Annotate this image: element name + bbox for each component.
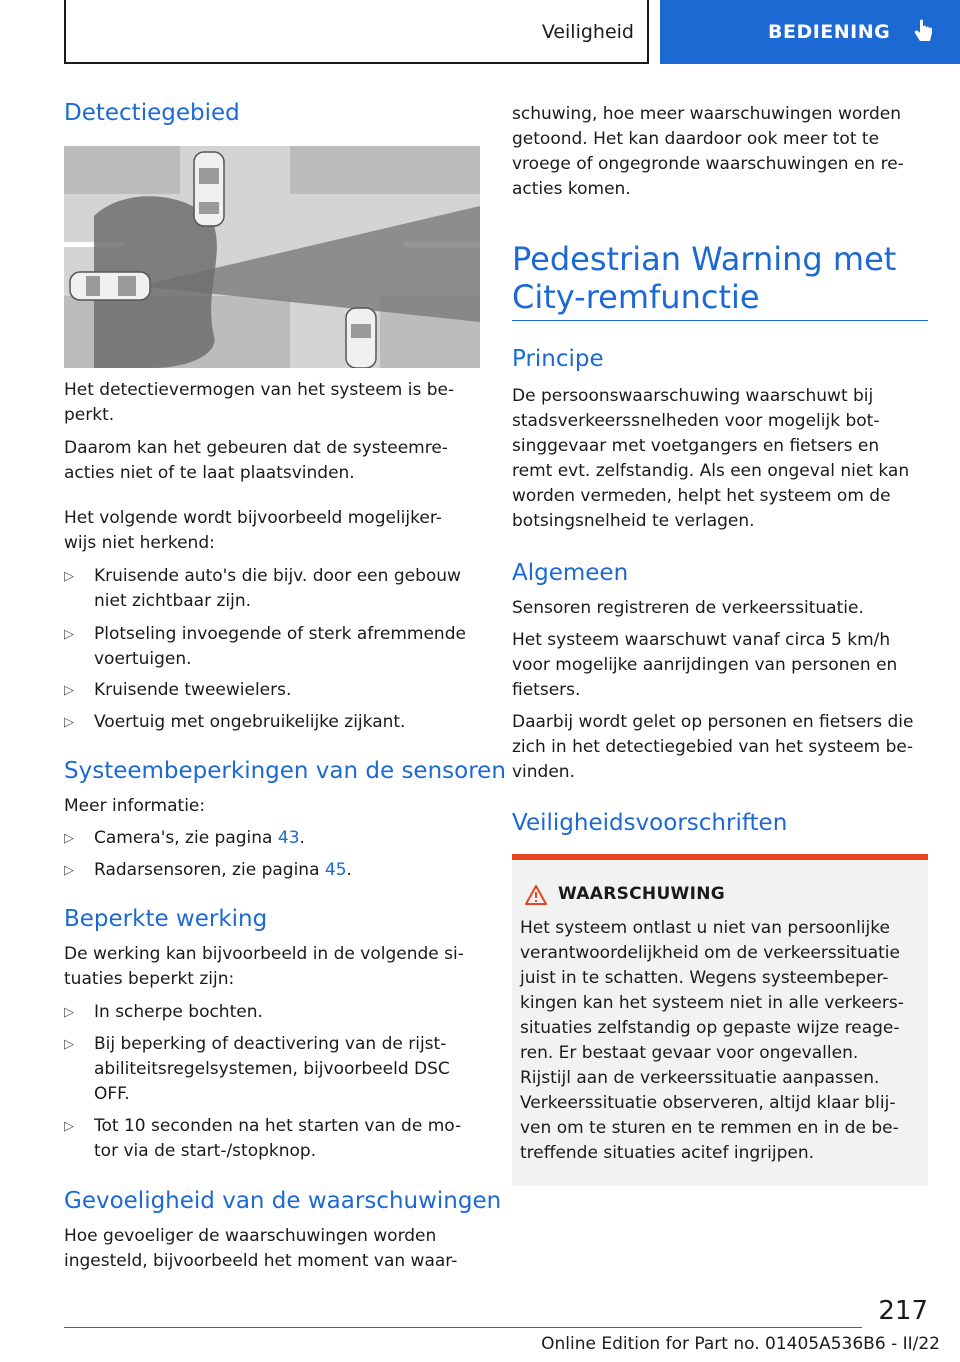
section-title bbox=[542, 0, 650, 64]
list-item: ▷ Kruisende tweewielers. bbox=[64, 678, 480, 703]
principe-heading: Principe bbox=[512, 346, 604, 372]
sensor-heading: Systeembeperkingen van de sensoren bbox=[64, 758, 506, 784]
paragraph: De werking kan bijvoorbeeld in de volgende si- tuaties beperkt zijn: bbox=[64, 944, 464, 989]
detection-area-diagram bbox=[64, 146, 480, 368]
list-item: ▷ Bij beperking of deactivering van de rijst- abiliteitsregelsystemen, bijvoorbeeld DSC OFF. bbox=[64, 1034, 450, 1104]
triangle-bullet-icon: ▷ bbox=[64, 1119, 74, 1134]
paragraph: Hoe gevoeliger de waarschuwingen worden ingesteld, bijvoorbeeld het moment van waar- bbox=[64, 1226, 458, 1271]
list-item: ▷ Radarsensoren, zie pagina 45. bbox=[64, 858, 480, 883]
page-link-45[interactable]: 45 bbox=[324, 860, 347, 880]
triangle-bullet-icon: ▷ bbox=[64, 863, 74, 878]
list-item: ▷ Plotseling invoegende of sterk afremmende voertuigen. bbox=[64, 624, 466, 669]
paragraph: schuwing, hoe meer waarschuwingen worden getoond. Het kan daardoor ook meer tot te vroege of ongegronde waarschuwingen en re- acties komen. bbox=[512, 104, 904, 199]
triangle-bullet-icon: ▷ bbox=[64, 1005, 74, 1020]
triangle-bullet-icon: ▷ bbox=[64, 831, 74, 846]
hand-pointer-icon bbox=[912, 19, 934, 45]
warning-box bbox=[512, 854, 928, 1186]
main-heading: Pedestrian Warning met City-remfunctie bbox=[512, 240, 897, 316]
algemeen-heading: Algemeen bbox=[512, 560, 629, 586]
warning-title: WAARSCHUWING bbox=[558, 884, 726, 904]
warning-text: Het systeem ontlast u niet van persoonlijke verantwoordelijkheid om de verkeerssituatie juist in te schatten. Wegens systeembeper- kingen kan het systeem niet in alle verkeers- situaties zelfstandig op gepaste wijze reage- ren. Er bestaat gevaar voor ongevallen. Rijstijl aan de verkeerssituatie aanpassen. Verkeerssituatie observeren, altijd klaar blij- ven om te sturen en te remmen en in de be- treffende situaties acitef ingrijpen. bbox=[520, 918, 904, 1163]
detectiegebied-heading: Detectiegebied bbox=[64, 100, 240, 126]
paragraph: Het volgende wordt bijvoorbeeld mogelijker- wijs niet herkend: bbox=[64, 508, 442, 553]
chapter-tab-label: BEDIENING bbox=[768, 21, 891, 43]
list-item: ▷ Camera's, zie pagina 43. bbox=[64, 826, 480, 851]
triangle-bullet-icon: ▷ bbox=[64, 627, 74, 642]
beperkt-heading: Beperkte werking bbox=[64, 906, 268, 932]
car-bottom-icon bbox=[346, 308, 376, 368]
page-link-43[interactable]: 43 bbox=[277, 828, 300, 848]
gevoelig-heading: Gevoeligheid van de waarschuwingen bbox=[64, 1188, 502, 1214]
paragraph: Meer informatie: bbox=[64, 796, 206, 816]
paragraph: Sensoren registreren de verkeerssituatie. bbox=[512, 598, 864, 618]
page-number: 217 bbox=[878, 1296, 928, 1326]
car-top-icon bbox=[194, 152, 224, 226]
triangle-bullet-icon: ▷ bbox=[64, 1037, 74, 1052]
footer-rule bbox=[64, 1327, 862, 1328]
footer-edition: Online Edition for Part no. 01405A536B6 - II/22 bbox=[541, 1334, 940, 1354]
triangle-bullet-icon: ▷ bbox=[64, 715, 74, 730]
warning-triangle-icon bbox=[524, 884, 548, 906]
heading-rule bbox=[512, 320, 928, 321]
triangle-bullet-icon: ▷ bbox=[64, 569, 74, 584]
car-left-icon bbox=[70, 272, 150, 300]
list-item: ▷ In scherpe bochten. bbox=[64, 1000, 480, 1025]
list-item: ▷ Voertuig met ongebruikelijke zijkant. bbox=[64, 710, 480, 735]
list-item: ▷ Kruisende auto's die bijv. door een gebouw niet zichtbaar zijn. bbox=[64, 566, 461, 611]
paragraph: Daarom kan het gebeuren dat de systeemre- acties niet of te laat plaatsvinden. bbox=[64, 438, 448, 483]
triangle-bullet-icon: ▷ bbox=[64, 683, 74, 698]
chapter-tab[interactable] bbox=[660, 0, 960, 64]
paragraph: Daarbij wordt gelet op personen en fietsers die zich in het detectiegebied van het systeem be- vinden. bbox=[512, 712, 914, 782]
list-item: ▷ Tot 10 seconden na het starten van de mo- tor via de start-/stopknop. bbox=[64, 1116, 462, 1161]
paragraph: Het systeem waarschuwt vanaf circa 5 km/h voor mogelijke aanrijdingen van personen en fietsers. bbox=[512, 630, 898, 700]
section-label: Veiligheid bbox=[541, 21, 634, 43]
veilig-heading: Veiligheidsvoorschriften bbox=[512, 810, 788, 836]
paragraph: Het detectievermogen van het systeem is be- perkt. bbox=[64, 380, 455, 425]
paragraph: De persoonswaarschuwing waarschuwt bij stadsverkeerssnelheden voor mogelijk bot- singgevaar met voetgangers en fietsers en remt evt. zelfstandig. Als een ongeval niet kan worden vermeden, helpt het systeem om de botsingsnelheid te verlagen. bbox=[512, 386, 910, 531]
